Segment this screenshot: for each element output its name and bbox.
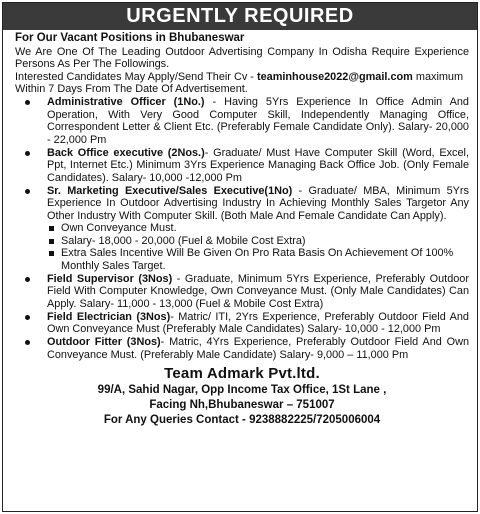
address-line-2: Facing Nh,Bhubaneswar – 751007	[149, 399, 335, 411]
sub-item	[47, 222, 469, 235]
job-title: Back Office executive (2Nos.)	[47, 146, 205, 159]
ad-body	[3, 30, 477, 428]
contact-email: teaminhouse2022@gmail.com	[256, 70, 413, 83]
job-title: Field Supervisor (3Nos)	[47, 272, 173, 285]
sub-item-text: Salary- 18,000 - 20,000 (Fuel & Mobile Cost Extra)	[61, 234, 306, 247]
bullet-icon	[25, 151, 30, 156]
headline-text: URGENTLY REQUIRED	[126, 5, 354, 27]
sub-item	[47, 235, 469, 248]
job-title: Administrative Officer (1No.)	[47, 96, 205, 108]
square-bullet-icon	[49, 239, 54, 244]
job-description: - Having 5Yrs Experience In Office Admin And Operation, With Very Good Computer Skill, Independently Managing Office, Correspondent Letter & Client Etc. (Preferably Female Candidate Only). Salary- 20,000 - 22,000 Pm	[47, 96, 469, 146]
address-line-1: 99/A, Sahid Nagar, Opp Income Tax Office, 1St Lane ,	[97, 384, 387, 396]
sub-item	[47, 247, 469, 272]
job-item	[15, 336, 469, 361]
bullet-icon	[25, 315, 30, 320]
job-description: - Graduate/ Must Have Computer Skill (Word, Excel, Ppt, Internet Etc.) Minimum 3Yrs Experience Managing Back Office Job. (Only Female Candidates). Salary- 10,000 -12,000 Pm	[47, 146, 469, 184]
job-item	[15, 273, 469, 311]
job-item	[15, 96, 469, 146]
bullet-icon	[25, 100, 30, 105]
apply-suffix: maximum Within 7 Days From The Date Of Advertisement.	[15, 70, 464, 95]
bullet-icon	[25, 340, 30, 345]
square-bullet-icon	[49, 226, 54, 231]
sub-item-text: Extra Sales Incentive Will Be Given On Pro Rata Basis On Achievement Of 100% Monthly Sales Target.	[61, 247, 454, 272]
bullet-icon	[25, 277, 30, 282]
job-item	[15, 147, 469, 185]
job-description: - Graduate, Minimum 5Yrs Experience, Preferably Outdoor Field With Computer Knowledge, Own Conveyance Must. (Only Male Candidates) Can Apply. Salary- 11,000 - 13,000 (Fuel & Mobile Cost Extra)	[47, 272, 469, 310]
job-item	[15, 311, 469, 336]
apply-prefix: Interested Candidates May Apply/Send Their Cv -	[15, 70, 257, 83]
company-footer	[15, 365, 469, 428]
sub-item-text: Own Conveyance Must.	[61, 222, 177, 234]
job-advertisement	[2, 2, 478, 512]
headline-banner	[3, 3, 477, 30]
intro-paragraph: We Are One Of The Leading Outdoor Advertising Company In Odisha Require Experience Persons As Per The Followings.	[15, 45, 469, 70]
job-title: Sr. Marketing Executive/Sales Executive(1No)	[47, 184, 293, 197]
square-bullet-icon	[49, 251, 54, 256]
job-title: Field Electrician (3Nos)	[47, 310, 171, 323]
bullet-icon	[25, 189, 30, 194]
vacancy-heading: For Our Vacant Positions in Bhubaneswar	[15, 32, 245, 44]
job-description: - Graduate/ MBA, Minimum 5Yrs Experience In Outdoor Advertising Industry In Achieving Monthly Sales Targetor Any Other Industry With Computer Skill. (Both Male And Female Candidate Can Apply).	[47, 184, 469, 222]
job-description: - Matric/ ITI, 2Yrs Experience, Preferably Outdoor Field And Own Conveyance Must (Preferably Male Candidates) Salary- 10,000 - 12,000 Pm	[47, 310, 469, 335]
job-list	[15, 96, 469, 361]
job-item	[15, 185, 469, 273]
company-name: Team Admark Pvt.ltd.	[164, 365, 320, 382]
job-description: - Matric, 4Yrs Experience, Preferably Outdoor Field And Own Conveyance Must. (Preferably Male Candidate) Salary- 9,000 – 11,000 Pm	[47, 336, 470, 361]
contact-phone: For Any Queries Contact - 9238882225/7205006004	[103, 414, 381, 426]
apply-instructions	[15, 71, 469, 96]
job-sub-list	[47, 222, 469, 272]
job-title: Outdoor Fitter (3Nos)	[47, 336, 161, 348]
